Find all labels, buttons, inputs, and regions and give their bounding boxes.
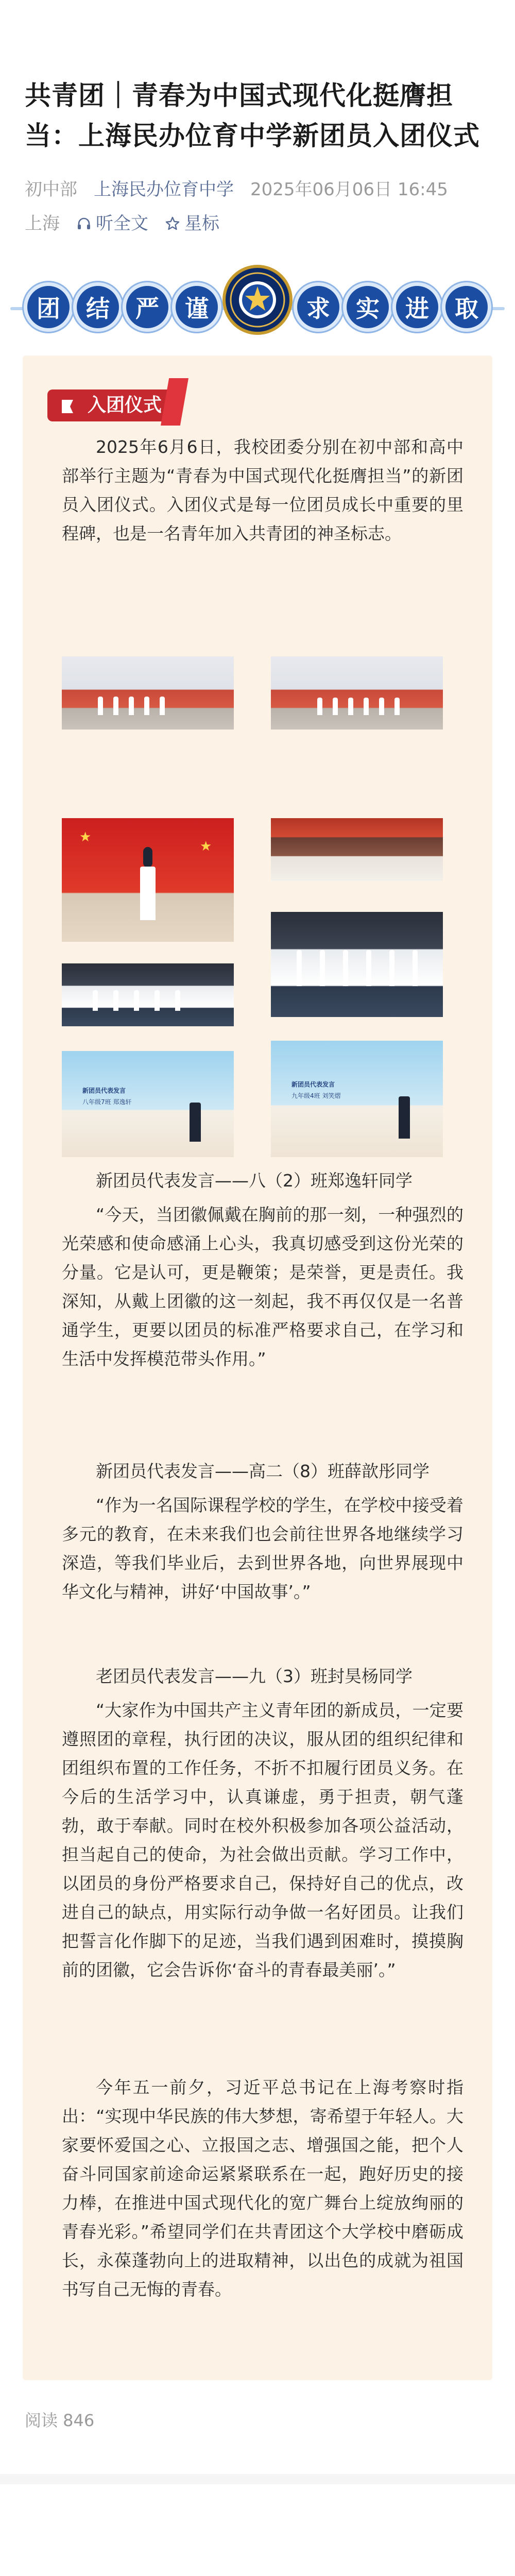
photo-hall-audience (271, 818, 443, 881)
read-count: 阅读 846 (25, 2411, 95, 2430)
photo-ceremony-stage-right (271, 656, 443, 730)
school-emblem (222, 265, 293, 335)
star-button[interactable] (165, 212, 219, 235)
section-ribbon (47, 378, 186, 426)
publish-time: 2025年06月06日 16:45 (250, 179, 448, 200)
slogan-char: 实 (343, 282, 392, 332)
quote-paragraph: “大家作为中国共产主义青年团的新成员，一定要遵照团的章程，执行团的决议，服从团的组织纪律和团组织布置的工作任务，不折不扣履行团员义务。在今后的生活学习中，认真谦虚，勇于担责，朝气蓬勃，敢于奉献。同时在校外积极参加各项公益活动，担当起自己的使命，为社会做出贡献。学习工作中，以团员的身份严格要求自己，保持好自己的优点，改进自己的缺点，用实际行动争做一名好团员。让我们把誓言化作脚下的足迹，当我们遇到困难时，摸摸胸前的团徽，它会告诉你‘奋斗的青春最美丽’。” (62, 1700, 464, 1980)
meta-row (25, 178, 490, 201)
screen-text: 八年级7班 郑逸轩 (82, 1098, 132, 1106)
headphones-icon (76, 216, 92, 231)
location: 上海 (25, 213, 60, 234)
photo-students-row (271, 912, 443, 1017)
intro-paragraph: 2025年6月6日，我校团委分别在初中部和高中部举行主题为“青春为中国式现代化挺膺担当”的新团员入团仪式。入团仪式是每一位团员成长中重要的里程碑，也是一名青年加入共青团的神圣标志。 (62, 437, 464, 544)
content-card (23, 355, 492, 2380)
photo-speech-right (271, 1041, 443, 1157)
star-icon (165, 216, 180, 231)
quote-paragraph: “今天，当团徽佩戴在胸前的那一刻，一种强烈的光荣感和使命感涌上心头，我真切感受到这份光荣的分量。它是认可，更是鞭策；是荣誉，更是责任。我深知，从戴上团徽的这一刻起，我不再仅仅是一名普通学生，更要以团员的标准严格要求自己，在学习和生活中发挥模范带头作用。” (62, 1205, 464, 1369)
photo-ceremony-stage-left (62, 656, 234, 730)
article-title: 共青团｜青春为中国式现代化挺膺担当：上海民办位育中学新团员入团仪式 (25, 81, 480, 151)
slogan-char: 团 (24, 282, 73, 332)
slogan-char: 求 (294, 282, 343, 332)
photo-speech-left (62, 1051, 234, 1157)
meta-row-2 (25, 212, 490, 235)
section-title: 入团仪式 (88, 395, 162, 416)
speaker-heading: 新团员代表发言——高二（8）班薛歆彤同学 (96, 1461, 430, 1481)
slogan-char: 严 (123, 282, 172, 332)
listen-label: 听全文 (96, 213, 148, 234)
photo-oath-leader: ★ ★ (62, 818, 234, 942)
star-label: 星标 (184, 213, 219, 234)
slogan-char: 进 (392, 282, 442, 332)
photo-oath-students (62, 963, 234, 1026)
listen-button[interactable] (76, 212, 148, 235)
slogan-char: 结 (73, 282, 123, 332)
quote-paragraph: “作为一名国际课程学校的学生，在学校中接受着多元的教育，在未来我们也会前往世界各地继续学习深造，等我们毕业后，去到世界各地，向世界展现中华文化与精神，讲好‘中国故事’。” (62, 1495, 464, 1602)
emblem-icon (229, 271, 286, 329)
slogan-char: 谨 (172, 282, 221, 332)
ribbon-tail (161, 378, 188, 426)
flag-icon (60, 398, 82, 415)
article-header (0, 0, 515, 235)
account-link[interactable]: 上海民办位育中学 (94, 179, 234, 200)
article-category: 初中部 (25, 179, 77, 200)
divider (0, 2474, 515, 2484)
closing-paragraph: 今年五一前夕，习近平总书记在上海考察时指出：“实现中华民族的伟大梦想，寄希望于年轻人。大家要怀爱国之心、立报国之志、增强国之能，把个人奋斗同国家前途命运紧紧联系在一起，跑好历史的接力棒，在推进中国式现代化的宽广舞台上绽放绚丽的青春光彩。”希望同学们在共青团这个大学校中磨砺成长，永葆蓬勃向上的进取精神，以出色的成就为祖国书写自己无悔的青春。 (62, 2077, 464, 2299)
speaker-heading: 老团员代表发言——九（3）班封昊杨同学 (96, 1666, 413, 1686)
speaker-heading: 新团员代表发言——八（2）班郑逸轩同学 (96, 1171, 413, 1191)
screen-text: 新团员代表发言 (82, 1087, 126, 1094)
screen-text: 新团员代表发言 (291, 1081, 335, 1088)
screen-text: 九年级4班 刘笑熠 (291, 1092, 341, 1099)
slogan-banner (0, 250, 515, 364)
slogan-char: 取 (442, 282, 491, 332)
